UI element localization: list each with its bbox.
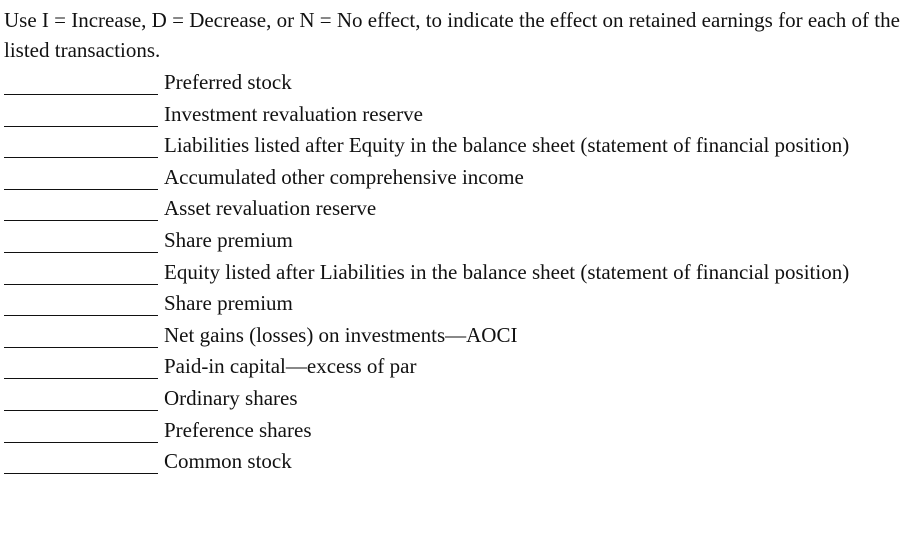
list-item: [4, 130, 909, 162]
answer-blank[interactable]: [4, 188, 158, 190]
answer-blank[interactable]: [4, 377, 158, 379]
answer-blank[interactable]: [4, 346, 158, 348]
transaction-list: [4, 67, 909, 478]
instructions-text: Use I = Increase, D = Decrease, or N = No effect, to indicate the effect on retained earnings for each of the listed transactions.: [4, 8, 900, 62]
list-item: [4, 193, 909, 225]
item-label: Net gains (losses) on investments—AOCI: [164, 322, 518, 347]
item-label: Preferred stock: [164, 70, 292, 94]
item-label: Preference shares: [164, 417, 312, 442]
answer-blank[interactable]: [4, 251, 158, 253]
answer-blank[interactable]: [4, 125, 158, 127]
list-item: [4, 99, 909, 131]
item-label: Common stock: [164, 449, 292, 474]
item-label: Paid-in capital—excess of par: [164, 354, 417, 379]
item-label: Investment revaluation reserve: [164, 101, 423, 126]
list-item: [4, 162, 909, 194]
list-item: [4, 225, 909, 257]
item-label: Share premium: [164, 227, 293, 252]
list-item: [4, 288, 909, 320]
list-item: [4, 446, 909, 478]
item-label: Equity listed after Liabilities in the balance sheet (statement of financial position): [164, 259, 850, 284]
list-item: [4, 415, 909, 447]
list-item: [4, 257, 909, 289]
item-label: Accumulated other comprehensive income: [164, 164, 524, 189]
list-item: [4, 320, 909, 352]
answer-blank[interactable]: [4, 314, 158, 316]
item-label: Share premium: [164, 291, 293, 316]
answer-blank[interactable]: [4, 472, 158, 474]
answer-blank[interactable]: [4, 409, 158, 411]
list-item: [4, 383, 909, 415]
worksheet: [4, 5, 909, 478]
item-label: Ordinary shares: [164, 385, 298, 410]
answer-blank[interactable]: [4, 441, 158, 443]
item-label: Asset revaluation reserve: [164, 196, 377, 221]
list-item: [4, 351, 909, 383]
answer-blank[interactable]: [4, 219, 158, 221]
list-item: [4, 67, 909, 99]
answer-blank[interactable]: [4, 156, 158, 158]
answer-blank[interactable]: [4, 93, 158, 95]
item-label: Liabilities listed after Equity in the balance sheet (statement of financial position): [164, 133, 850, 158]
answer-blank[interactable]: [4, 283, 158, 285]
